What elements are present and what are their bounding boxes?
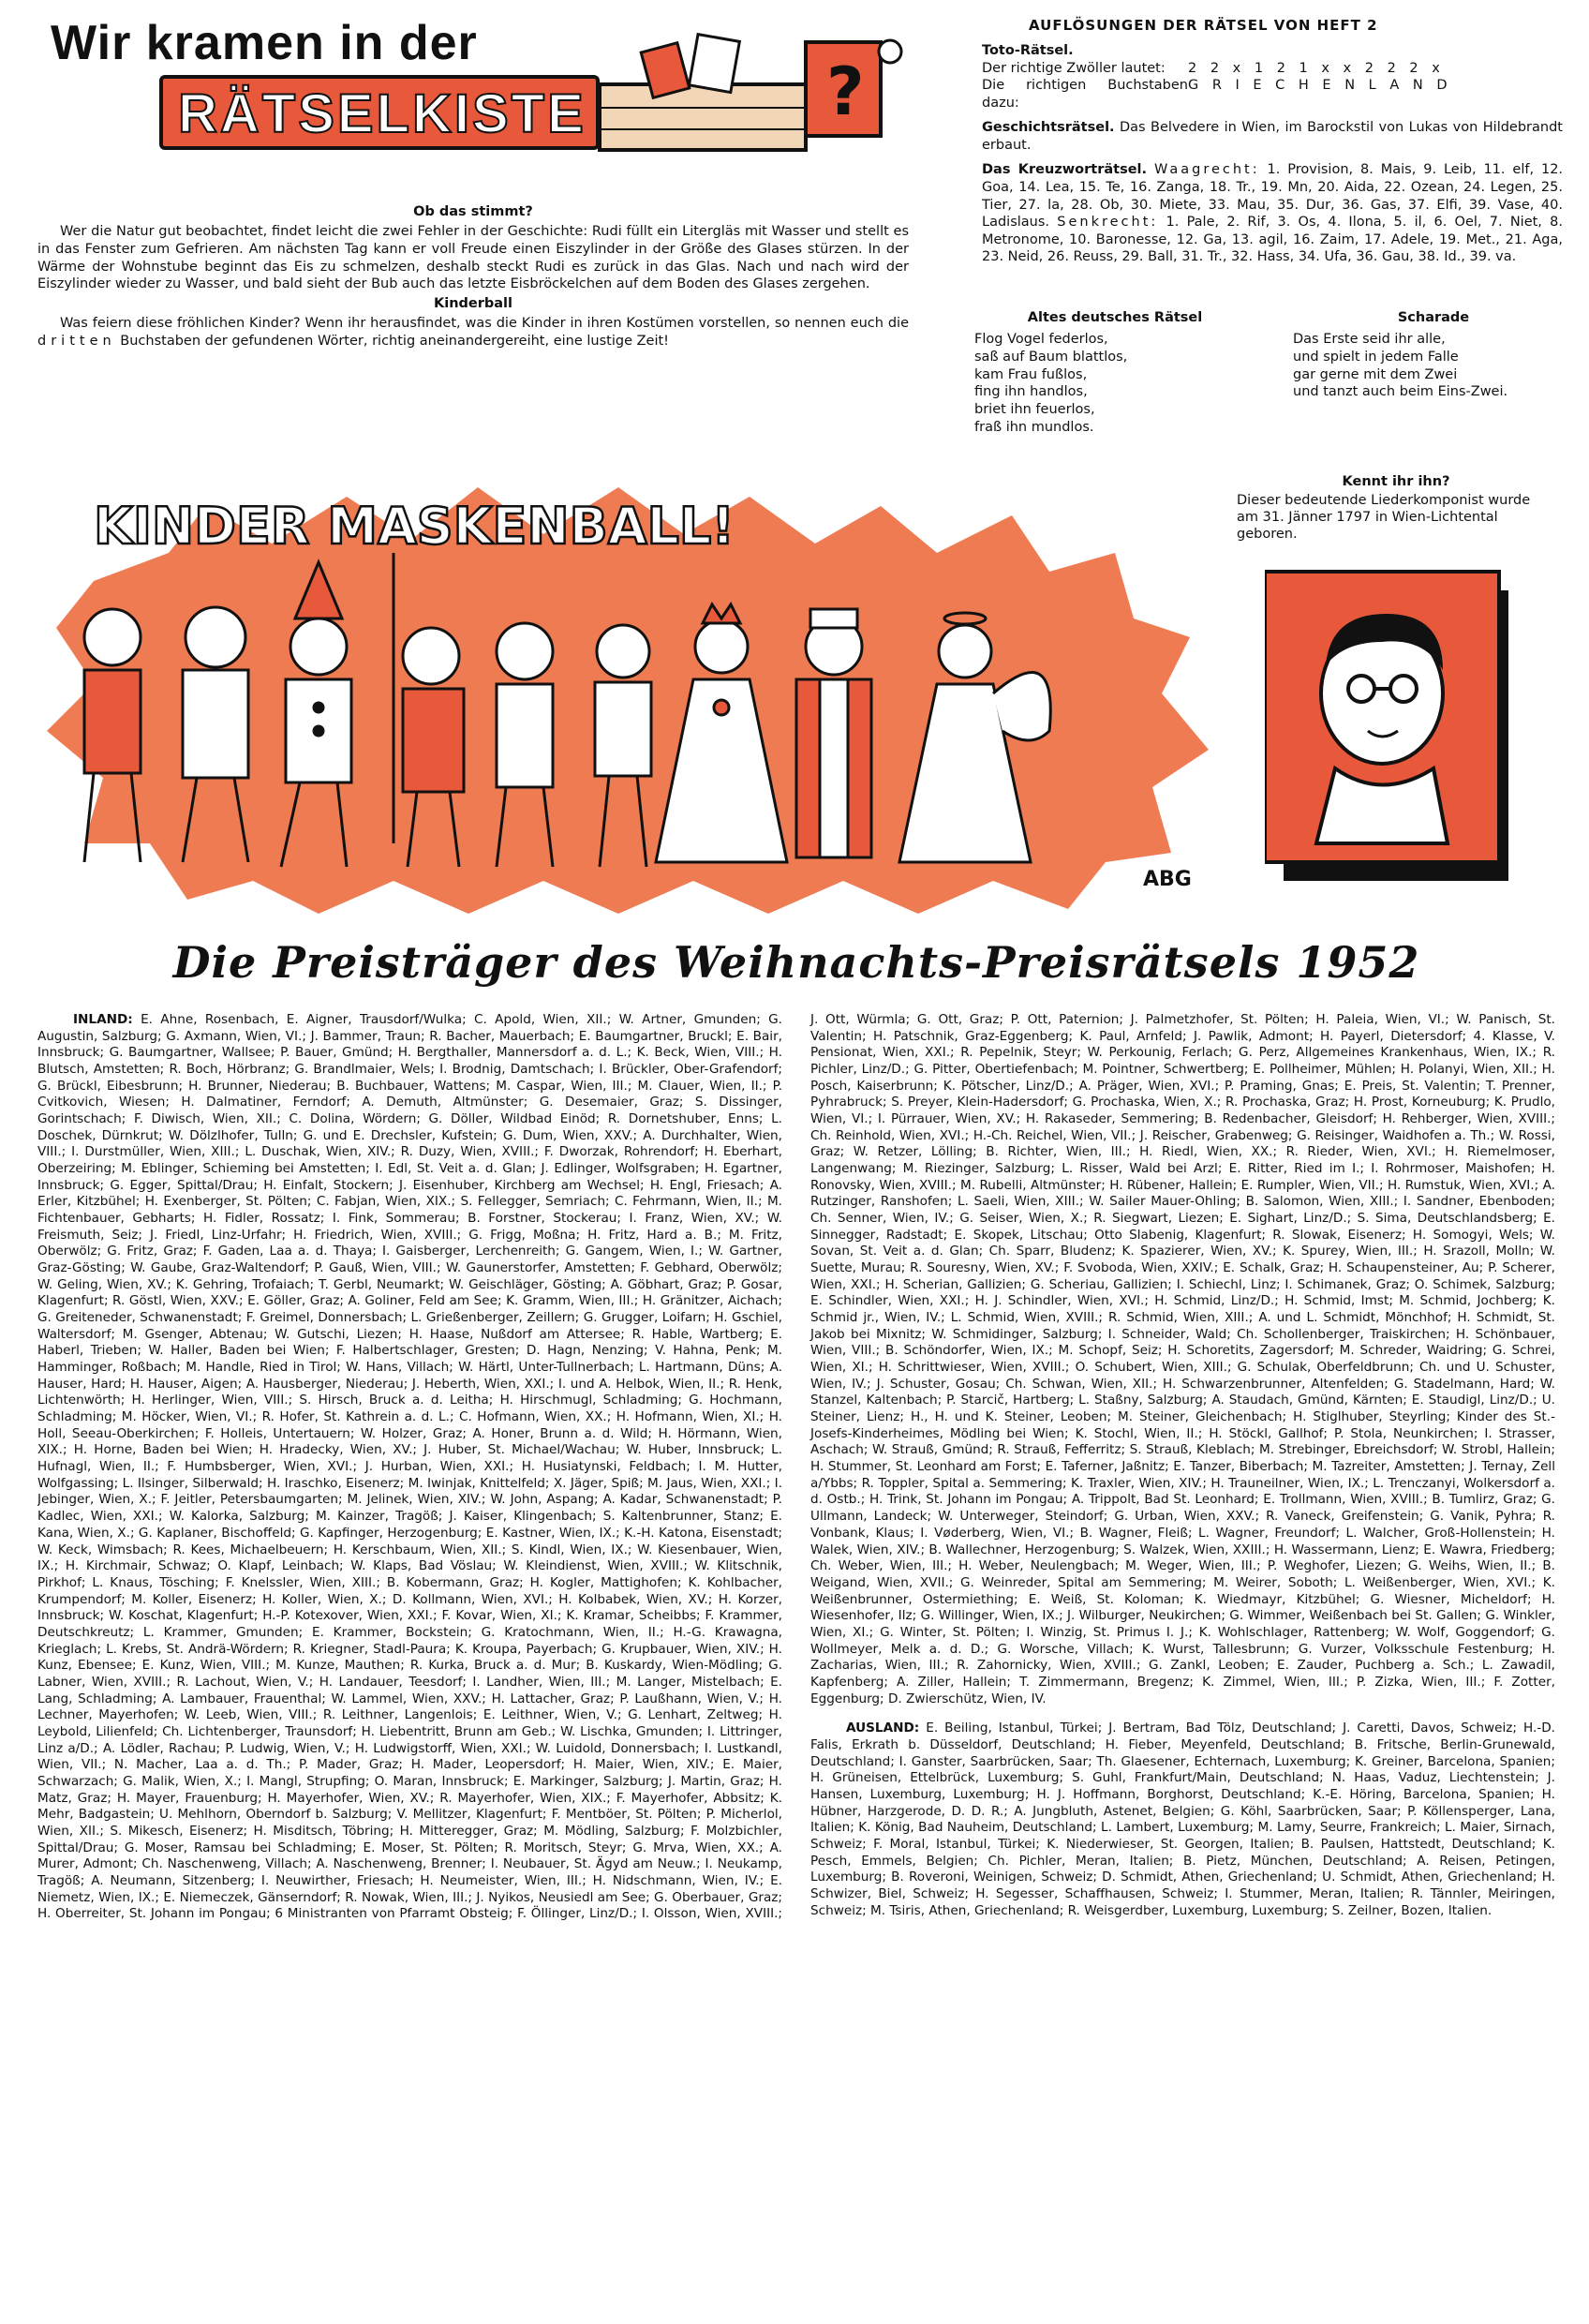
inland-text: E. Ahne, Rosenbach, E. Aigner, Trausdorf/Wulka; C. Apold, Wien, XII.; W. Artner, Gmunden; G. Augustin, Salzburg; G. Axmann, Wien, VI.; J. Bammer, Traun; R. Bacher, Mauerbach; E. Baumgartner, Bruckl; E. Bair, Innsbruck; G. Baumgartner, Wallsee; P. Bauer, Gmünd; H. Bergthaller, Mannersdorf a. d. L.; K. Beck, Wien, VIII.; H. Blutsch, Amstetten; R. Boch, Hörbranz; G. Brandlmaier, Wels; I. Brodnig, Damtschach; I. Brückler, Ober-Grafendorf; G. Brückl, Eibesbrunn; H. Brunner, Niederau; B. Buchbauer, Wattens; M. Caspar, Wien, III.; M. Clauer, Wien, II.; P. Cvitkovich, Wiesen; H. Dalmatiner, Ferndorf; A. Demuth, Altmünster; G. Desemaier, Graz; S. Dissinger, Gorintschach; F. Diwisch, Wien, XII.; C. Dolina, Wördern; G. Döller, Wildbad Einöd; R. Dornetshuber, Enns; L. Doschek, Dürnkrut; W. Dölzlhofer, Tulln; G. und E. Drechsler, Kufstein; G. Dum, Wien, XXV.; A. Durchhalter, Wien, VIII.; I. Durstmüller, Wien, XIII.; L. Duschak, Wien, XIV.; R. Duzy, Wien, XVIII.; F. Dworzak, Rohrendorf; H. Eberhart, Oberzeiring; M. Eblinger, Schieming bei Amstetten; I. Edl, St. Veit a. d. Glan; J. Edlinger, Wolfsgraben; H. Egartner, Innsbruck; G. Egger, Spittal/Drau; H. Einfalt, Stockern; J. Eisenhuber, Kirchberg am Wechsel; H. Engl, Friesach; A. Erler, Kitzbühel; H. Exenberger, St. Pölten; C. Fabjan, Wien, XIX.; S. Fellegger, Semriach; C. Fehrmann, Wien, II.; M. Fichtenbauer, Gebharts; H. Fidler, Rossatz; I. Fink, Sommerau; B. Forstner, Stockerau; I. Franz, Wien, XV.; W. Freismuth, Seiz; J. Friedl, Linz-Urfahr; H. Friedrich, Wien, XVIII.; G. Frigg, Moßna; H. Fritz, Hard a. B.; M. Fritz, Oberwölz; G. Fritz, Graz; F. Gaden, Laa a. d. Thaya; I. Gaisberger, Lerchenreith; G. Gangem, Wien, I.; W. Gartner, Graz-Gösting; W. Gaube, Graz-Waltendorf; P. Gauß, Wien, VIII.; W. Gaunerstorfer, Amstetten; F. Gebhard, Oberwölz; W. Geling, Wien, XV.; K. Gehring, Trofaiach; T. Gerbl, Neumarkt; W. Geischläger, Gösting; A. Göbhart, Graz; P. Gosar, Klagenfurt; R. Göstl, Wien, XXV.; E. Göller, Graz; A. Goliner, Feld am See; K. Gramm, Wien, III.; H. Gränitzer, Aichach; G. Greiteneder, Schwanenstadt; F. Greimel, Donnersbach; L. Grießenberger, Zeillern; G. Grugger, Loifarn; H. Gschiel, Waltersdorf; M. Gsenger, Abtenau; W. Gutschi, Liezen; H. Haase, Nußdorf am Attersee; R. Hable, Wartberg; E. Haberl, Trieben; W. Haller, Baden bei Wien; F. Halbertschlager, Gresten; D. Hagn, Nenzing; V. Hahna, Penk; M. Hamminger, Roßbach; M. Handle, Ried in Tirol; W. Hans, Villach; W. Härtl, Unter-Tullnerbach; L. Hartmann, Düns; A. Hauser, Hard; H. Hauser, Aigen; A. Hausberger, Niederau; J. Heberth, Wien, XXI.; I. und A. Helbok, Wien, II.; R. Henk, Lichtenwörth; H. Herlinger, Wien, VIII.; S. Hirsch, Bruck a. d. Leitha; H. Hirschmugl, Schladming; G. Hochmann, Schladming; M. Höcker, Wien, VI.; R. Hofer, St. Kathrein a. d. L.; C. Hofmann, Wien, XX.; H. Hofmann, Wien, XI.; H. Holl, Seeau-Oberkirchen; F. Holleis, Untertauern; W. Holzer, Graz; A. Honer, Brunn a. d. Wild; H. Hörmann, Wien, XIX.; H. Horne, Baden bei Wien; H. Hradecky, Wien, XV.; J. Huber, St. Michael/Wachau; W. Huber, Innsbruck; L. Hufnagl, Wien, II.; F. Humbsberger, Wien, XVI.; J. Hurban, Wien, XXI.; H. Husiatynski, Feldbach; I. M. Hutter, Wolfgassing; L. Ilsinger, Silberwald; H. Iraschko, Eisenerz; M. Iwinjak, Knittelfeld; X. Jäger, Spiß; M. Jaus, Wien, XXI.; I. Jebinger, Wien, X.; F. Jeitler, Petersbaumgarten; M. Jelinek, Wien, XIV.; W. John, Aspang; A. Kadar, Schwanenstadt; P. Kadlec, Wien, XXI.; W. Kalorka, Salzburg; M. Kainzer, Tragöß; J. Kaiser, Klingenbach; S. Kaltenbrunner, Stanz; E. Kana, Wien, X.; G. Kaplaner, Bischoffeld; G. Kapfinger, Herzogenburg; E. Kastner, Wien, IX.; K.-H. Katona, Eisenstadt; W. Keck, Wimsbach; R. Kees, Michaelbeuern; H. Kerschbaum, Wien, XII.; S. Kindl, Wien, IX.; W. Kiesenbauer, Wien, IX.; H. Kirchmair, Schwaz; O. Klapf, Leinbach; W. Klaps, Bad Vöslau; W. Kleindienst, Wien, XVIII.; W. Klitschnik, Pirkhof; L. Knaus, Tösching; F. Knelssler, Wien, XIII.; B. Kobermann, Graz; H. Kogler, Mattighofen; K. Kohlbacher, Krumpendorf; M. Koller, Eisenerz; H. Koller, Wien, X.; D. Kollmann, Wien, XVI.; H. Kolbabek, Wien, XV.; H. Korzer, Innsbruck; W. Koschat, Klagenfurt; H.-P. Kotexover, Wien, XXI.; F. Kovar, Wien, XI.; K. Kramar, Scheibbs; F. Krammer, Deutschkreutz; L. Krammer, Gmunden; E. Krammer, Bockstein; G. Kratochmann, Wien, II.; H.-G. Krawagna, Krieglach; L. Krebs, St. Andrä-Wördern; R. Kriegner, Stadl-Paura; K. Kroupa, Payerbach; G. Krupbauer, Wien, XIV.; H. Kunz, Ebensee; E. Kunz, Wien, VIII.; M. Kunze, Mauthen; R. Kurka, Bruck a. d. Mur; B. Kuskardy, Wien-Mödling; G. Labner, Wien, XVIII.; R. Lachout, Wien, V.; H. Landauer, Teesdorf; I. Landher, Wien, III.; M. Langer, Mistelbach; E. Lang, Schladming; A. Lambauer, Frauenthal; W. Lammel, Wien, XXV.; H. Lattacher, Graz; P. Laußhann, Wien, V.; H. Lechner, Mayerhofen; W. Leeb, Wien, VIII.; R. Leithner, Langenlois; E. Leithner, Wien, V.; G. Lenhart, Zeltweg; H. Leybold, Lilienfeld; Ch. Lichtenberger, Traunsdorf; H. Liebentritt, Brunn am Geb.; W. Lischka, Gmunden; I. Littringer, Linz a/D.; A. Lödler, Rachau; P. Ludwig, Wien, V.; H. Ludwigstorff, Wien, XXI.; W. Luidold, Donnersbach; I. Lustkandl, Wien, VII.; N. Macher, Laa a. d. Th.; P. Mader, Graz; H. Mader, Leopersdorf; H. Maier, Wien, XIV.; E. Maier, Schwarzach; G. Malik, Wien, X.; I. Mangl, Strupfing; O. Maran, Innsbruck; E. Markinger, Salzburg; J. Martin, Graz; H. Matz, Graz; H. Mayer, Frauenburg; H. Mayerhofer, Wien, XV.; R. Mayerhofer, Wien, XIX.; F. Mayerhofer, Abbsitz; K. Mehr, Badgastein; U. Mehlhorn, Oberndorf b. Salzburg; V. Mellitzer, Klagenfurt; F. Mentböer, St. Pölten; P. Micherlol, Wien, XII.; S. Mikesch, Eisenerz; H. Misditsch, Töbring; H. Mitteregger, Graz; M. Mödling, Salzburg; F. Molzbichler, Spittal/Drau; G. Moser, Ramsau bei Schladming; E. Moser, St. Pölten; R. Moritsch, Steyr; G. Mrva, Wien, XX.; A. Murer, Admont; Ch. Naschenweng, Villach; A. Naschenweng, Brenner; I. Neubauer, St. Ägyd am Neuw.; I. Neukamp, Tragöß; A. Neumann, Sitzenberg; I. Neuwirther, Friesach; H. Neumeister, Wien, III.; H. Nidschmann, Wien, IV.; E. Niemetz, Wien, IX.; E. Niemeczek, Gänserndorf; R. Nowak, Wien, III.; J. Nyikos, Neusiedl am See; G. Oberbauer, Graz; H. Oberreiter, St. Johann im Pongau; 6 Ministranten von Pfarramt Obsteig; F. Öllinger, Linz/D.; I. Olsson, Wien, XVIII.; J. Ott, Würmla; G. Ott, Graz; P. Ott, Paternion; J. Palmetzhofer, St. Pölten; H. Paleia, Wien, VI.; W. Panisch, St. Valentin; H. Patschnik, Graz-Eggenberg; K. Paul, Arnfeld; J. Pawlik, Admont; H. Payerl, Dietersdorf; 4. Klasse, V. Pensionat, Wien, XXI.; R. Pepelnik, Steyr; W. Perkounig, Ferlach; G. Perz, Allgemeines Krankenhaus, Wien, IX.; R. Pichler, Linz/D.; G. Pitter, Obertiefenbach; M. Pointner, Schwertberg; E. Pollheimer, Mühlen; H. Polanyi, Wien, XII.; H. Posch, Kaiserbrunn; K. Pötscher, Linz/D.; A. Präger, Wien, XVI.; P. Praming, Gnas; E. Preis, St. Valentin; T. Prenner, Pyhrabruck; S. Preyer, Klein-Hadersdorf; G. Prochaska, Wien, X.; R. Prochaska, Graz; H. Prost, Korneuburg; K. Prudlo, Wien, VI.; I. Pürrauer, Wien, XV.; H. Rakaseder, Semmering; B. Redenbacher, Gleisdorf; H. Rehberger, Wien, XVIII.; Ch. Reinhold, Wien, XVI.; H.-Ch. Reichel, Wien, VII.; J. Reischer, Grabenweg; G. Reisinger, Waidhofen a. Th.; W. Rossi, Graz; W. Retzer, Lölling; B. Richter, Wien, III.; H. Riedl, Wien, XX.; R. Rieder, Wien, XVI.; H. Riemelmoser, Langenwang; M. Riezinger, Salzburg; L. Risser, Wald bei Arzl; E. Ritter, Ried im I.; I. Rohrmoser, Maishofen; H. Ronovsky, Wien, XVIII.; M. Rubelli, Altmünster; H. Rübener, Hallein; E. Rumpler, Wien, VII.; H. Rumstuk, Wien, XVI.; A. Rutzinger, Ranshofen; L. Saeli, Wien, XIII.; W. Sailer Mauer-Ohling; B. Salomon, Wien, XIII.; I. Sandner, Ebenboden; Ch. Senner, Wien, IV.; G. Seiser, Wien, X.; R. Siegwart, Liezen; E. Sighart, Linz/D.; S. Sima, Deutschlandsberg; E. Sinnegger, Radstadt; E. Skopek, Litschau; Otto Slabenig, Klagenfurt; R. Slowak, Eisenerz; H. Somogyi, Wels; W. Sovan, St. Veit a. d. Glan; Ch. Sparr, Bludenz; K. Spazierer, Wien, XV.; K. Spurey, Wien, III.; H. Srazoll, Molln; W. Suette, Murau; R. Souresny, Wien, XV.; F. Svoboda, Wien, XXIV.; E. Schalk, Graz; H. Schaupensteiner, Au; P. Scherer, Wien, XXI.; H. Scherian, Gallizien; G. Scheriau, Gallizien; I. Schiechl, Linz; I. Schimanek, Graz; O. Schimek, Salzburg; E. Schindler, Wien, XXI.; H. J. Schindler, Wien, XVI.; H. Schmid, Linz/D.; H. Schmid, Imst; M. Schmid, Jochberg; K. Schmid jr., Wien, IV.; L. Schmid, Wien, XVIII.; R. Schmid, Wien, XIII.; A. und L. Schmidt, Mönchhof; H. Schmidt, St. Jakob bei Mixnitz; W. Schmidinger, Salzburg; I. Schneider, Wald; Ch. Schollenberger, Traiskirchen; H. Schönbauer, Wien, VIII.; B. Schöndorfer, Wien, IX.; M. Schopf, Seiz; H. Schoretits, Zagersdorf; M. Schreder, Waidring; G. Schrei, Wien, XI.; H. Schrittwieser, Wien, XVIII.; O. Schubert, Wien, XIII.; G. Schulak, Oberfeldbrunn; Ch. und U. Schuster, Wien, IV.; J. Schuster, Gosau; Ch. Schwan, Wien, XII.; H. Schwarzenbrunner, Altenfelden; G. Stadelmann, Hard; W. Stanzel, Kaltenbach; P. Starcič, Hartberg; L. Staßny, Salzburg; A. Staudach, Gmünd, Kärnten; E. Staudigl, Linz/D.; U. Steiner, Lienz; H., H. und K. Steiner, Leoben; M. Steiner, Gleichenbach; H. Stiglhuber, Steyrling; Kinder des St.-Josefs-Kinderheimes, Mödling bei Wien; K. Stochl, Wien, II.; H. Stöckl, Gallhof; P. Stola, Neunkirchen; I. Strasser, Aschach; W. Strauß, Gmünd; R. Strauß, Fefferritz; S. Strauß, Kleblach; M. Strebinger, Ebreichsdorf; W. Strobl, Hallein; H. Stummer, St. Leonhard am Forst; E. Taferner, Jaßnitz; E. Tanzer, Biberbach; M. Tazreiter, Amstetten; J. Ternay, Zell a/Ybbs; R. Toppler, Spital a. Semmering; K. Traxler, Wien, XIV.; H. Trauneilner, Wien, IX.; L. Trenczanyi, Wolkersdorf a. d. Ostb.; H. Trink, St. Johann im Pongau; A. Trippolt, Bad St. Leonhard; E. Trollmann, Wien, XVIII.; B. Tumlirz, Graz; G. Ullmann, Landeck; W. Unterweger, Steindorf; G. Urban, Wien, XXV.; R. Vaneck, Greifenstein; G. Vanik, Pyhra; R. Vonbank, Klaus; I. Vøderberg, Wien, VI.; B. Wagner, Fleiß; L. Wagner, Freundorf; L. Walcher, Groß-Hollenstein; H. Walek, Wien, XIV.; B. Wallechner, Herzogenburg; S. Walzek, Wien, XXIII.; H. Wassermann, Lienz; E. Wawra, Friedberg; Ch. Weber, Wien, III.; H. Weber, Neulengbach; M. Weger, Wien, III.; P. Weghofer, Liezen; G. Weihs, Wien, II.; B. Weigand, Wien, XVII.; G. Weinreder, Spital am Semmering; M. Weirer, Soboth; L. Weißenberger, Wien, XVI.; K. Weißenbrunner, Ostermiething; E. Weiß, St. Koloman; K. Wiedmayr, Kitzbühel; G. Wiesner, Micheldorf; H. Wiesenhofer, Ilz; G. Willinger, Wien, IX.; J. Wilburger, Neukirchen; G. Wimmer, Weißenbach bei St. Gallen; G. Winkler, Wien, XI.; G. Winter, St. Pölten; I. Winzig, St. Primus I. J.; K. Wohlschlager, Rattenberg; W. Wolf, Goggendorf; G. Wollmeyer, Melk a. d. D.; G. Worsche, Villach; K. Wurst, Tallesbrunn; G. Vurzer, Volksschule Festenburg; H. Zacharias, Wien, III.; R. Zahornicky, Wien, XVIII.; G. Zankl, Leoben; E. Zauder, Puchberg a. Sch.; L. Zawadil, Kapfenberg; A. Ziller, Hallein; T. Zimmermann, Bregenz; K. Zimmel, Wien, III.; P. Zizka, Wien, III.; F. Zotter, Eggenburg; D. Zwierschütz, Wien, IV.: [37, 1012, 1555, 1922]
illustration-banner-text: KINDER MASKENBALL!: [94, 497, 735, 556]
kinderball-title: Kinderball: [434, 296, 512, 312]
stimmt-text: Wer die Natur gut beobachtet, findet leicht die zwei Fehler in der Geschichte: Rudi füllt ein Litergläs mit Wasser und stellt es in das Fenster zum Gefrieren. Am nächsten Tag kann er voll Freude einen Eiszylinder in der Größe des Glases stürzen. In der Wärme der Wohnstube beginnt das Eis zu schmelzen, deshalb steckt Rudi es zurück in das Glas. Nach und nach wird der Eiszylinder wieder zu Wasser, und bald sieht der Bub auch das letzte Eisbröckelchen auf dem Boden des Glases zergehen.: [37, 223, 909, 292]
kreuz-senk-label: Senkrecht:: [1057, 215, 1159, 231]
altes-line: Flog Vogel federlos,: [974, 331, 1108, 347]
toto-section: [982, 42, 1563, 112]
kennt-section: [1237, 473, 1555, 544]
toto-row1-label: Der richtige Zwöller lautet:: [982, 60, 1166, 76]
kreuz-title: Das Kreuzworträtsel.: [982, 162, 1148, 178]
altes-line: fing ihn handlos,: [974, 384, 1088, 400]
toto-row2-value: G R I E C H E N L A N D: [1188, 78, 1452, 94]
toto-title: Toto-Rätsel.: [982, 43, 1074, 59]
scharade-title: Scharade: [1397, 310, 1470, 325]
scharade-line: Das Erste seid ihr alle,: [1293, 331, 1446, 347]
kreuz-waag-text: 1. Provision, 8. Mais, 9. Leib, 11. elf, 12. Goa, 14. Lea, 15. Te, 16. Zanga, 18. Tr., 19. Mn, 20. Aida, 22. Ozean, 24. Legen, 25. Tier, 27. la, 28. Ob, 30. Miete, 33. Mau, 35. Dur, 36. Gas, 37. Elfi, 39. Vase, 40. Ladislaus.: [982, 162, 1564, 231]
scharade: [1293, 309, 1574, 437]
geschicht-section: [982, 119, 1563, 154]
winners-ausland: [810, 1721, 1555, 1919]
kinderball-spaced-word: dritten: [37, 333, 116, 349]
winners-title: Die Preisträger des Weihnachts-Preisrätsels 1952: [172, 937, 1420, 988]
ausland-label: AUSLAND:: [846, 1721, 920, 1736]
kinderball-text-part2: Buchstaben der gefundenen Wörter, richtig aneinandergereiht, eine lustige Zeit!: [120, 333, 669, 349]
header-title-line2: RÄTSELKISTE: [178, 83, 587, 144]
crate-illustration: [581, 28, 918, 159]
intro-section: [37, 201, 909, 350]
composer-portrait: [1265, 562, 1537, 890]
toto-row2-label: Die richtigen Buchstaben dazu:: [982, 78, 1188, 111]
kreuz-waag-label: Waagrecht:: [1153, 162, 1260, 178]
inland-label: INLAND:: [73, 1012, 133, 1027]
altes-line: fraß ihn mundlos.: [974, 420, 1094, 436]
altes-line: kam Frau fußlos,: [974, 366, 1088, 382]
crate-question-mark: ?: [826, 53, 865, 130]
altes-line: briet ihn feuerlos,: [974, 402, 1095, 418]
altes-title: Altes deutsches Rätsel: [1027, 310, 1203, 325]
answers-section: [982, 17, 1563, 274]
kindermaskenball-illustration: [37, 450, 1246, 918]
answers-heading: AUFLÖSUNGEN DER RÄTSEL VON HEFT 2: [1029, 17, 1378, 34]
scharade-line: gar gerne mit dem Zwei: [1293, 366, 1458, 382]
winners-list: [37, 1012, 1555, 2315]
kennt-text: Dieser bedeutende Liederkomponist wurde am 31. Jänner 1797 in Wien-Lichtental geboren.: [1237, 493, 1531, 543]
scharade-line: und spielt in jedem Falle: [1293, 349, 1459, 365]
stimmt-title: Ob das stimmt?: [413, 204, 533, 219]
kinderball-text-part1: Was feiern diese fröhlichen Kinder? Wenn ihr herausfindet, was die Kinder in ihren Kostümen vorstellen, so nennen euch die: [60, 316, 909, 332]
kreuz-senk-text: 1. Pale, 2. Rif, 3. Os, 4. Ilona, 5. il, 6. Oel, 7. Niet, 8. Metronome, 10. Baronesse, 12. Ga, 13. agil, 16. Zaim, 17. Adele, 19. Met., 21. Aga, 23. Neid, 26. Reuss, 29. Ball, 31. Tr., 32. Hass, 34. Ufa, 36. Gau, 38. Id., 39. va.: [982, 215, 1563, 265]
ausland-text: E. Beiling, Istanbul, Türkei; J. Bertram, Bad Tölz, Deutschland; J. Caretti, Davos, Schweiz; H.-D. Falis, Erkrath b. Düsseldorf, Deutschland; H. Fieber, Meyenfeld, Deutschland; B. Fritsche, Berlin-Grunewald, Deutschland; I. Ganster, Saarbrücken, Saar; Th. Glaesener, Echternach, Luxemburg; K. Greiner, Barcelona, Spanien; H. Grüneisen, Ettelbrück, Luxemburg; S. Guhl, Frankfurt/Main, Deutschland; N. Haas, Vaduz, Liechtenstein; J. Hansen, Luxemburg, Luxemburg; H. J. Hoffmann, Borghorst, Deutschland; K.-E. Höring, Barcelona, Spanien; H. Hübner, Harzgerode, D. D. R.; A. Jungbluth, Astenet, Belgien; G. Köhl, Saarbrücken, Saar; P. Köllensperger, Lana, Italien; K. König, Bad Nauheim, Deutschland; L. Lambert, Luxemburg; M. Lamy, Seurre, Frankreich; L. Maier, Sirnach, Schweiz; F. Moral, Istanbul, Türkei; K. Niederwieser, St. Georgen, Italien; B. Paulsen, Hattstedt, Deutschland; K. Pesch, Emmels, Belgien; Ch. Pichler, Meran, Italien; B. Pietz, München, Deutschland; A. Reisen, Petingen, Luxemburg; B. Roveroni, Weinigen, Schweiz; D. Schmidt, Athen, Griechenland; U. Schmidt, Athen, Griechenland; H. Schwizer, Biel, Schweiz; H. Segesser, Schaffhausen, Schweiz; I. Stummer, Meran, Italien; R. Tännler, Meiringen, Schweiz; M. Tsiris, Athen, Griechenland; R. Weisgerdber, Luxemburg, Luxemburg; S. Zeilner, Bozen, Italien.: [810, 1721, 1555, 1918]
scharade-line: und tanzt auch beim Eins-Zwei.: [1293, 384, 1508, 400]
kennt-title: Kennt ihr ihn?: [1342, 474, 1450, 489]
riddle-answers-two-col: [974, 309, 1574, 437]
header-banner: [37, 9, 984, 169]
kreuz-section: [982, 161, 1563, 265]
kinderball-text: [37, 315, 909, 350]
toto-row1-value: 2 2 x 1 2 1 x x 2 2 2 x: [1188, 60, 1445, 76]
altes-line: saß auf Baum blattlos,: [974, 349, 1128, 365]
geschicht-title: Geschichtsrätsel.: [982, 120, 1115, 136]
geschicht-text: Das Belvedere in Wien, im Barockstil von Lukas von Hildebrandt erbaut.: [982, 120, 1563, 153]
illustration-signature: ABG: [1143, 868, 1192, 891]
altes-raetsel: [974, 309, 1255, 437]
header-title-line1: Wir kramen in der: [51, 16, 478, 70]
